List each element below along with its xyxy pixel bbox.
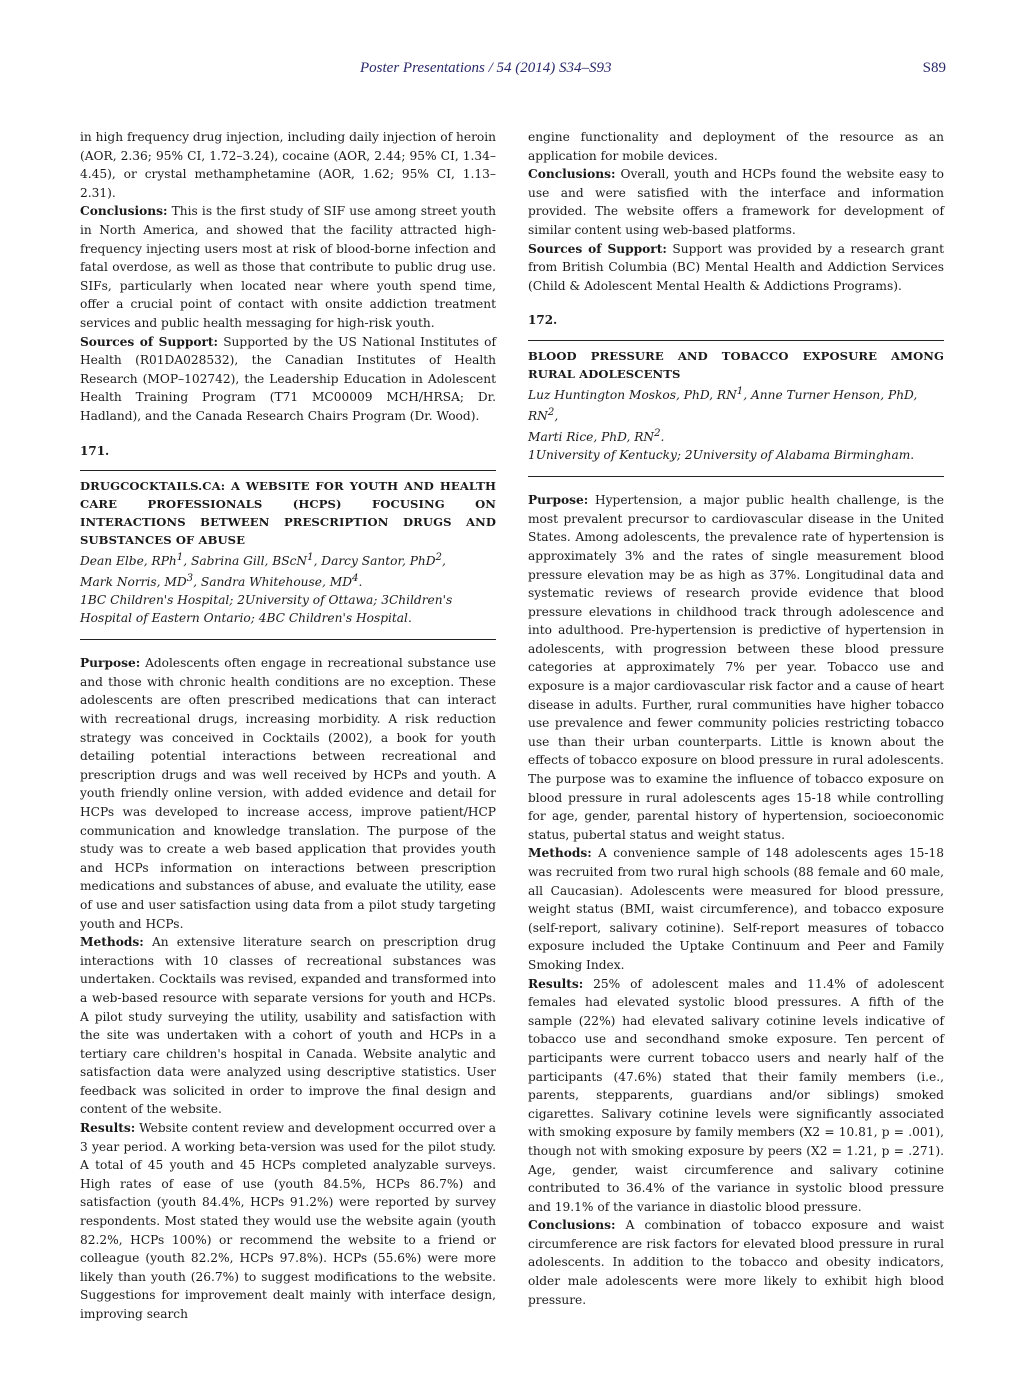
methods-label: Methods: — [80, 935, 144, 950]
results-label: Results: — [528, 976, 584, 991]
conclusions-label: Conclusions: — [528, 167, 616, 182]
abstract-number: 171. — [80, 443, 110, 458]
purpose-label: Purpose: — [80, 656, 141, 671]
continued-results: in high frequency drug injection, including daily injection of heroin (AOR, 2.36; 95% CI, 1.72–3.24), cocaine (AOR, 2.44; 95% CI, 1.34–4.45), or crystal methamphetamine (AOR, 1.62; 95% CI, 1.13–2.31). — [80, 130, 496, 200]
support-label: Sources of Support: — [80, 334, 219, 349]
abstract-title: BLOOD PRESSURE AND TOBACCO EXPOSURE AMONG RURAL ADOLESCENTS — [528, 348, 944, 381]
methods-label: Methods: — [528, 846, 592, 861]
continued-results: engine functionality and deployment of the resource as an application for mobile devices. — [528, 130, 944, 163]
purpose-paragraph: Purpose: Adolescents often engage in recreational substance use and those with chronic health conditions are no exception. These adolescents are often prescribed medications that can interact with recreational drugs, increasing morbidity. A risk reduction strategy was conceived in Cocktails (2002), a book for youth detailing potential interactions between recreational and prescription drugs and was well received by HCPs and youth. A youth friendly online version, with added evidence and detail for HCPs was developed to increase access, improve patient/HCP communication and knowledge translation. The purpose of the study was to create a web based application that provides youth and HCPs information on interactions between prescription medications and substances of abuse, and evaluate the utility, ease of use and user satisfaction using data from a pilot study targeting youth and HCPs. — [80, 656, 496, 931]
right-column — [528, 128, 944, 1309]
affiliations: 1BC Children's Hospital; 2University of Ottawa; 3Children's Hospital of Eastern Ontario; 4BC Children's Hospital. — [80, 593, 453, 626]
journal-citation: Poster Presentations / 54 (2014) S34–S93 — [360, 60, 612, 76]
conclusions-label: Conclusions: — [528, 1218, 616, 1233]
running-head — [80, 60, 946, 82]
purpose-paragraph: Purpose: Hypertension, a major public health challenge, is the most prevalent precursor to cardiovascular disease in the United States. Among adolescents, the prevalence rate of hypertension is approximately 3% and the rates of single measurement blood pressure elevation may be as high as 37%. Longitudinal data and systematic reviews of research provide evidence that blood pressure elevations in childhood track through adolescence and into adulthood. Pre-hypertension is predictive of hypertension in adolescents, with progression between these blood pressure categories at approximately 7% per year. Tobacco use and exposure is a major cardiovascular risk factor and a cause of heart disease in adults. Further, rural communities have higher tobacco use prevalence and fewer community policies restricting tobacco use than their urban counterparts. Little is known about the effects of tobacco exposure on blood pressure in rural adolescents. The purpose was to examine the influence of tobacco exposure on blood pressure in rural adolescents ages 15-18 while controlling for age, gender, parental history of hypertension, socioeconomic status, pubertal status and weight status. — [528, 493, 944, 842]
purpose-label: Purpose: — [528, 493, 589, 508]
author-list: Dean Elbe, RPh$^1$, Sabrina Gill, BScN$^1$, Darcy Santor, PhD$^2$, Mark Norris, $MD^3$, Sandra Whitehouse, $MD^4$. — [80, 552, 446, 590]
support-paragraph: Sources of Support: Support was provided by a research grant from British Columbia (BC) Mental Health and Addiction Services (Child & Adolescent Mental Health & Addictions Programs). — [528, 241, 944, 293]
conclusions-label: Conclusions: — [80, 204, 168, 219]
conclusions-paragraph: Conclusions: A combination of tobacco exposure and waist circumference are risk factors for elevated blood pressure in rural adolescents. In addition to the tobacco and obesity indicators, older male adolescents were more likely to exhibit high blood pressure. — [528, 1218, 944, 1307]
conclusions-paragraph: Conclusions: Overall, youth and HCPs found the website easy to use and were satisfied with the interface and information provided. The website offers a framework for development of similar content using web-based platforms. — [528, 167, 945, 237]
results-paragraph: Results: 25% of adolescent males and 11.4% of adolescent females had elevated systolic blood pressures. A fifth of the sample (22%) had elevated salivary cotinine levels indicative of tobacco use and secondhand smoke exposure. Ten percent of participants were current tobacco users and nearly half of the participants (47.6%) stated that their family members (i.e., parents, stepparents, guardians and/or siblings) smoked cigarettes. Salivary cotinine levels were significantly associated with smoking exposure by family members (X2 = 10.81, p = .001), though not with smoking exposure by peers (X2 = 1.21, p = .271). Age, gender, waist circumference and salivary cotinine contributed to 36.4% of the variance in systolic blood pressure and 19.1% of the variance in diastolic blood pressure. — [528, 976, 945, 1214]
support-paragraph: Sources of Support: Supported by the US National Institutes of Health (R01DA028532), the Canadian Institutes of Health Research (MOP–102742), the Leadership Education in Adolescent Health Training Program (T71 MC00009 MCH/HRSA; Dr. Hadland), and the Canada Research Chairs Program (Dr. Wood). — [80, 334, 496, 423]
results-label: Results: — [80, 1121, 136, 1136]
left-column — [80, 128, 496, 1324]
page-number: S89 — [922, 60, 946, 76]
abstract-number: 172. — [528, 313, 558, 328]
conclusions-paragraph: Conclusions: This is the first study of SIF use among street youth in North America, and showed that the facility attracted high-frequency injecting users most at risk of blood-borne infection and fatal overdose, as well as those that contribute to public drug use. SIFs, particularly when located near where youth spend time, offer a crucial point of contact with onsite addiction treatment services and public health messaging for high-risk youth. — [80, 204, 497, 330]
abstract-title: DRUGCOCKTAILS.CA: A WEBSITE FOR YOUTH AND HEALTH CARE PROFESSIONALS (HCPS) FOCUSING ON INTERACTIONS BETWEEN PRESCRIPTION DRUGS AND SUBSTANCES OF ABUSE — [80, 479, 496, 548]
methods-paragraph: Methods: An extensive literature search on prescription drug interactions with 10 classes of recreational substances was undertaken. Cocktails was revised, expanded and transformed into a web-based resource with separate versions for youth and HCPs. A pilot study surveying the utility, usability and satisfaction with the site was undertaken with a cohort of youth and HCPs in a tertiary care children's hospital in Canada. Website analytic and satisfaction data were analyzed using descriptive statistics. User feedback was solicited in order to improve the final design and content of the website. — [80, 935, 496, 1117]
affiliations: 1University of Kentucky; 2University of Alabama Birmingham. — [528, 448, 915, 463]
author-list: Luz Huntington Moskos, PhD, $RN^1$, Anne Turner Henson, PhD, $RN^2$, Marti Rice, PhD, $RN^2$. — [528, 385, 918, 445]
results-paragraph: Results: Website content review and development occurred over a 3 year period. A working beta-version was used for the pilot study. A total of 45 youth and 45 HCPs completed analyzable surveys. High rates of ease of use (youth 84.5%, HCPs 86.7%) and satisfaction (youth 84.4%, HCPs 91.2%) were reported by survey respondents. Most stated they would use the website again (youth 82.2%, HCPs 100%) or recommend the website to a friend or colleague (youth 82.2%, HCPs 97.8%). HCPs (55.6%) were more likely than youth (26.7%) to suggest modifications to the website. Suggestions for improvement dealt mainly with interface design, improving search — [80, 1121, 496, 1321]
methods-paragraph: Methods: A convenience sample of 148 adolescents ages 15-18 was recruited from two rural high schools (88 female and 60 male, all Caucasian). Adolescents were measured for blood pressure, weight status (BMI, waist circumference), and tobacco exposure (self-report, salivary cotinine). Self-report measures of tobacco exposure included the Uptake Continuum and Peer and Family Smoking Index. — [528, 846, 944, 972]
support-label: Sources of Support: — [528, 241, 667, 256]
